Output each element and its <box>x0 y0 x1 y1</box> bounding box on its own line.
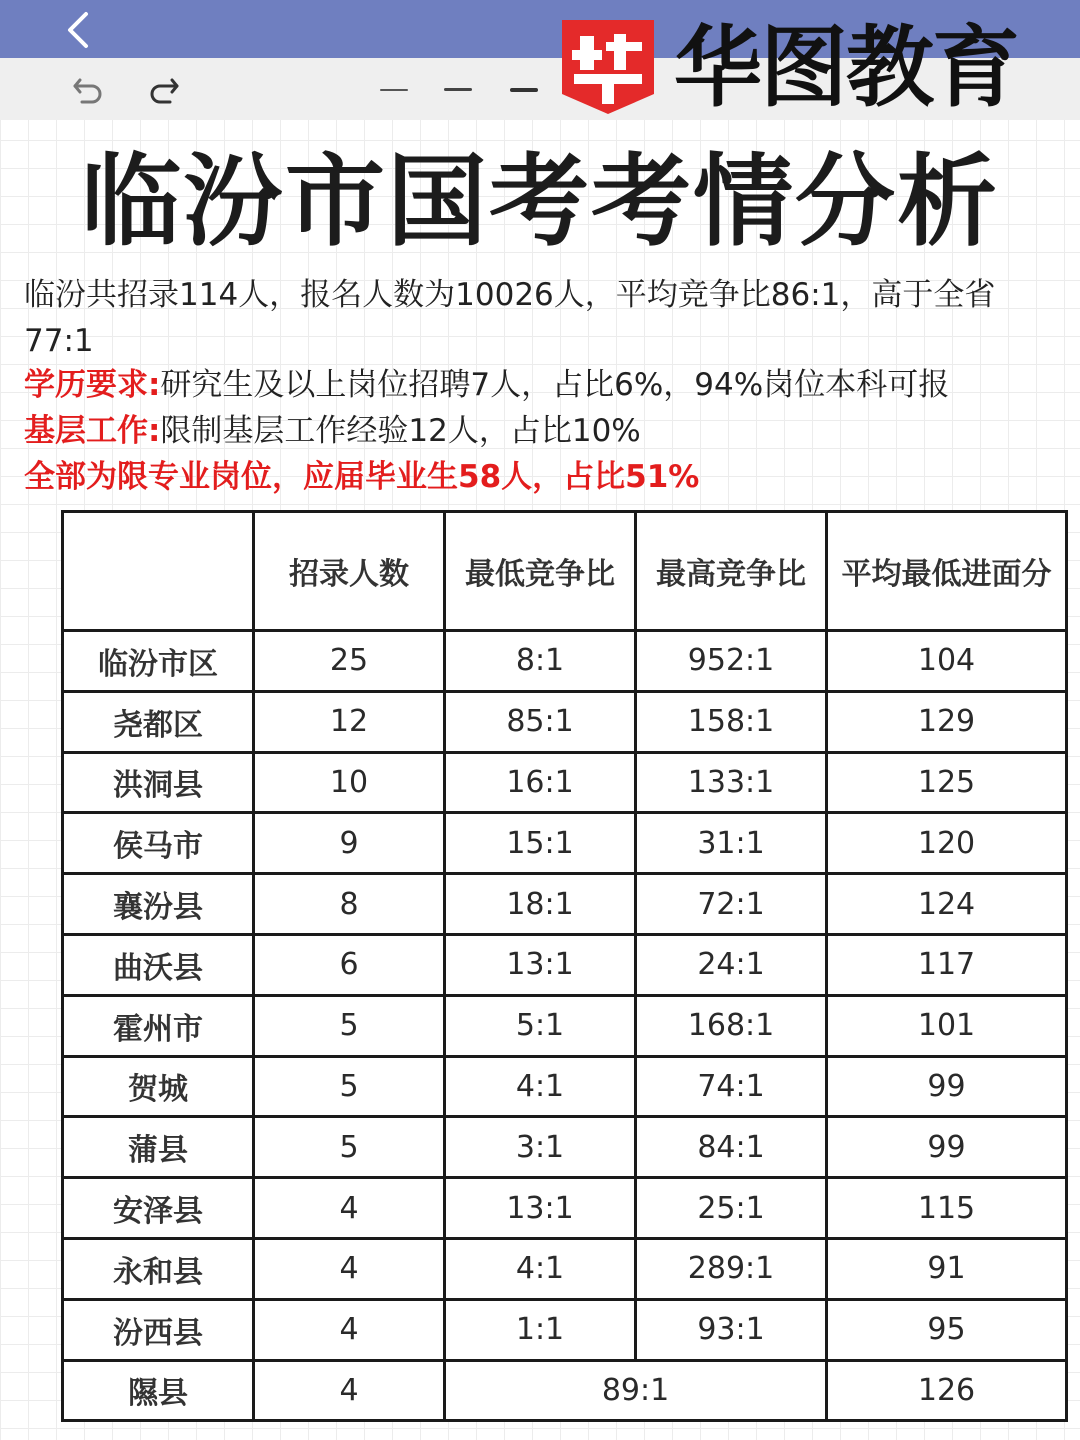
cell-score: 99 <box>827 1117 1067 1178</box>
cell-score: 115 <box>827 1178 1067 1239</box>
header-cell <box>63 512 254 631</box>
table-row <box>63 1238 1067 1299</box>
cell-count: 4 <box>254 1178 445 1239</box>
summary-text: 临汾共招录114人，报名人数为10026人，平均竞争比86:1，高于全省77:1 <box>24 277 996 359</box>
cell-max: 24:1 <box>636 934 827 995</box>
table-row <box>63 1299 1067 1360</box>
table-row <box>63 1117 1067 1178</box>
education-requirement <box>24 362 949 408</box>
cell-count: 4 <box>254 1238 445 1299</box>
page-title: 临汾市国考考情分析 <box>81 143 999 260</box>
header-cell: 招录人数 <box>254 512 445 631</box>
pen-medium-tool[interactable] <box>444 88 472 91</box>
cell-name: 临汾市区 <box>63 631 254 692</box>
table-row <box>63 813 1067 874</box>
pen-thick-tool[interactable] <box>510 88 538 92</box>
cell-score: 120 <box>827 813 1067 874</box>
stats-table <box>61 510 1068 1422</box>
cell-max: 158:1 <box>636 691 827 752</box>
table-row <box>63 934 1067 995</box>
cell-min: 5:1 <box>445 995 636 1056</box>
chevron-left-icon[interactable] <box>56 8 100 52</box>
cell-score: 95 <box>827 1299 1067 1360</box>
cell-name: 襄汾县 <box>63 874 254 935</box>
cell-min: 15:1 <box>445 813 636 874</box>
cell-ratio: 89:1 <box>445 1360 827 1421</box>
brand-text: 华图教育 <box>674 16 1019 119</box>
cell-min: 85:1 <box>445 691 636 752</box>
cell-count: 10 <box>254 752 445 813</box>
cell-score: 129 <box>827 691 1067 752</box>
header-cell: 最高竞争比 <box>636 512 827 631</box>
cell-max: 84:1 <box>636 1117 827 1178</box>
cell-count: 8 <box>254 874 445 935</box>
table-row <box>63 874 1067 935</box>
cell-min: 16:1 <box>445 752 636 813</box>
cell-score: 101 <box>827 995 1067 1056</box>
header-cell: 平均最低进面分 <box>827 512 1067 631</box>
cell-min: 8:1 <box>445 631 636 692</box>
grassroots-requirement <box>24 408 641 454</box>
table-row <box>63 1178 1067 1239</box>
table-header-row <box>63 512 1067 631</box>
table-row <box>63 631 1067 692</box>
cell-min: 3:1 <box>445 1117 636 1178</box>
header-cell: 最低竞争比 <box>445 512 636 631</box>
cell-count: 5 <box>254 1117 445 1178</box>
brand-logo <box>556 16 1076 122</box>
redo-icon[interactable] <box>146 72 182 108</box>
cell-max: 168:1 <box>636 995 827 1056</box>
education-text: 研究生及以上岗位招聘7人，占比6%，94%岗位本科可报 <box>160 367 950 403</box>
cell-score: 125 <box>827 752 1067 813</box>
cell-count: 25 <box>254 631 445 692</box>
cell-name: 蒲县 <box>63 1117 254 1178</box>
cell-max: 72:1 <box>636 874 827 935</box>
cell-score: 126 <box>827 1360 1067 1421</box>
cell-name: 曲沃县 <box>63 934 254 995</box>
undo-icon[interactable] <box>70 72 106 108</box>
cell-min: 13:1 <box>445 934 636 995</box>
table-row <box>63 1056 1067 1117</box>
cell-count: 12 <box>254 691 445 752</box>
cell-max: 25:1 <box>636 1178 827 1239</box>
table-row <box>63 1360 1067 1421</box>
cell-count: 6 <box>254 934 445 995</box>
cell-name: 隰县 <box>63 1360 254 1421</box>
table-row <box>63 752 1067 813</box>
grassroots-text: 限制基层工作经验12人，占比10% <box>160 413 641 449</box>
cell-name: 尧都区 <box>63 691 254 752</box>
cell-score: 104 <box>827 631 1067 692</box>
cell-max: 74:1 <box>636 1056 827 1117</box>
cell-name: 贺城 <box>63 1056 254 1117</box>
pen-thin-tool[interactable] <box>380 89 408 91</box>
cell-max: 289:1 <box>636 1238 827 1299</box>
cell-min: 4:1 <box>445 1056 636 1117</box>
cell-count: 5 <box>254 995 445 1056</box>
cell-max: 133:1 <box>636 752 827 813</box>
brand-mark-icon <box>556 16 660 116</box>
cell-min: 18:1 <box>445 874 636 935</box>
cell-count: 5 <box>254 1056 445 1117</box>
highlight-text: 全部为限专业岗位，应届毕业生58人，占比51% <box>24 459 700 495</box>
cell-name: 霍州市 <box>63 995 254 1056</box>
cell-min: 4:1 <box>445 1238 636 1299</box>
cell-count: 9 <box>254 813 445 874</box>
table-row <box>63 691 1067 752</box>
cell-count: 4 <box>254 1360 445 1421</box>
cell-name: 汾西县 <box>63 1299 254 1360</box>
cell-name: 安泽县 <box>63 1178 254 1239</box>
cell-score: 117 <box>827 934 1067 995</box>
cell-max: 952:1 <box>636 631 827 692</box>
grassroots-label: 基层工作: <box>24 413 161 449</box>
cell-score: 99 <box>827 1056 1067 1117</box>
table-body <box>63 631 1067 1421</box>
cell-max: 31:1 <box>636 813 827 874</box>
cell-count: 4 <box>254 1299 445 1360</box>
cell-score: 124 <box>827 874 1067 935</box>
cell-score: 91 <box>827 1238 1067 1299</box>
cell-min: 13:1 <box>445 1178 636 1239</box>
cell-min: 1:1 <box>445 1299 636 1360</box>
cell-max: 93:1 <box>636 1299 827 1360</box>
education-label: 学历要求: <box>24 367 161 403</box>
cell-name: 侯马市 <box>63 813 254 874</box>
table-row <box>63 995 1067 1056</box>
cell-name: 永和县 <box>63 1238 254 1299</box>
cell-name: 洪洞县 <box>63 752 254 813</box>
